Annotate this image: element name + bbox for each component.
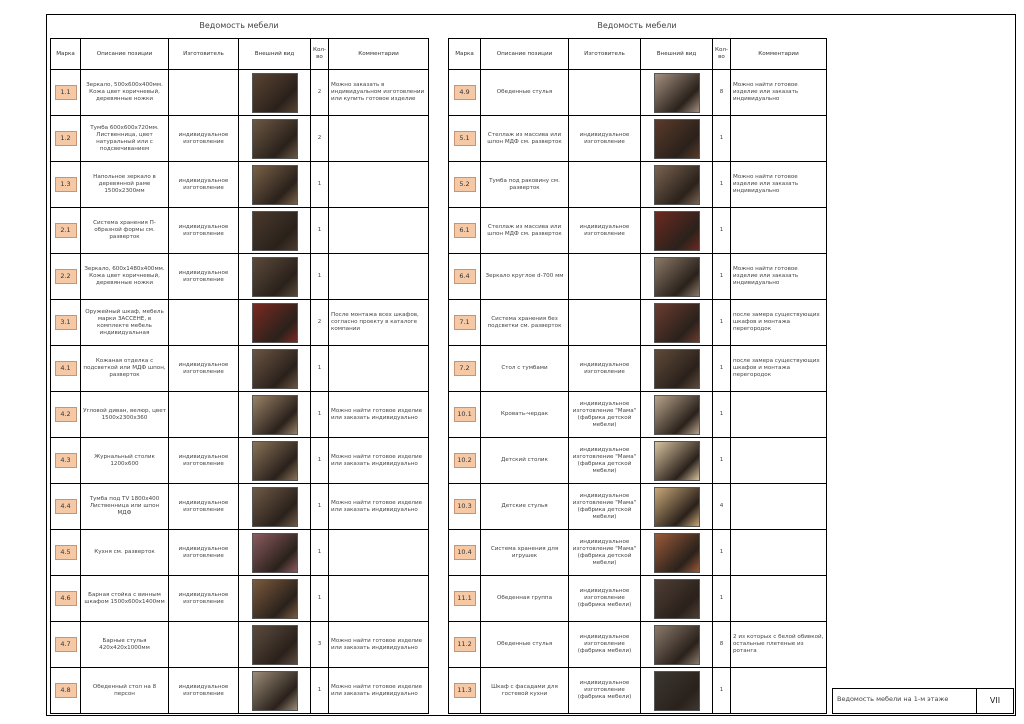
mark-badge: 4.9 xyxy=(454,85,476,100)
description-cell: Обеденный стол на 8 персон xyxy=(81,668,169,714)
maker-cell: индивидуальное изготовление "Мама" (фабрика детской мебели) xyxy=(569,392,641,438)
left-schedule xyxy=(50,16,428,716)
description-cell: Система хранения для игрушек xyxy=(481,530,569,576)
image-cell xyxy=(641,392,713,438)
mark-badge: 4.5 xyxy=(55,545,77,560)
description-cell: Зеркало круглое d-700 мм xyxy=(481,254,569,300)
qty-cell: 1 xyxy=(713,116,731,162)
description-cell: Система хранения без подсветки см. разверток xyxy=(481,300,569,346)
comment-cell xyxy=(731,668,827,714)
qty-cell: 1 xyxy=(311,208,329,254)
qty-cell: 1 xyxy=(713,392,731,438)
description-cell: Кухня см. разверток xyxy=(81,530,169,576)
table-row xyxy=(449,346,827,392)
qty-cell: 8 xyxy=(713,70,731,116)
mark-cell xyxy=(51,668,81,714)
comment-cell: 2 из которых с белой обивкой, остальные плетеные из ротанга xyxy=(731,622,827,668)
furniture-thumbnail xyxy=(252,579,298,619)
mark-cell xyxy=(51,70,81,116)
mark-badge: 7.2 xyxy=(454,361,476,376)
image-cell xyxy=(641,346,713,392)
maker-cell: индивидуальное изготовление xyxy=(169,668,239,714)
maker-cell: индивидуальное изготовление (фабрика мебели) xyxy=(569,576,641,622)
table-row xyxy=(51,484,429,530)
table-row xyxy=(449,300,827,346)
table-row xyxy=(51,668,429,714)
comment-cell xyxy=(731,392,827,438)
qty-cell: 1 xyxy=(311,346,329,392)
furniture-thumbnail xyxy=(252,487,298,527)
image-cell xyxy=(239,346,311,392)
mark-cell xyxy=(51,484,81,530)
sheet-title: Ведомость мебели на 1-м этаже xyxy=(837,695,949,703)
furniture-thumbnail xyxy=(654,625,700,665)
mark-cell xyxy=(449,622,481,668)
maker-cell: индивидуальное изготовление xyxy=(169,162,239,208)
mark-badge: 1.3 xyxy=(55,177,77,192)
description-cell: Тумба под TV 1800х400 Лиственница или шпон МДФ xyxy=(81,484,169,530)
image-cell xyxy=(641,438,713,484)
mark-badge: 4.4 xyxy=(55,499,77,514)
furniture-thumbnail xyxy=(654,671,700,711)
description-cell: Журнальный столик 1200х600 xyxy=(81,438,169,484)
right-schedule-table xyxy=(448,38,827,714)
mark-badge: 11.3 xyxy=(454,683,476,698)
description-cell: Тумба под раковину см. разверток xyxy=(481,162,569,208)
mark-cell xyxy=(449,70,481,116)
left-schedule-table xyxy=(50,38,429,714)
maker-cell: индивидуальное изготовление xyxy=(169,576,239,622)
table-row xyxy=(51,70,429,116)
image-cell xyxy=(239,162,311,208)
qty-cell: 1 xyxy=(713,438,731,484)
image-cell xyxy=(641,484,713,530)
maker-cell xyxy=(169,622,239,668)
mark-badge: 4.2 xyxy=(55,407,77,422)
qty-cell: 1 xyxy=(311,162,329,208)
image-cell xyxy=(239,254,311,300)
maker-cell: индивидуальное изготовление xyxy=(169,346,239,392)
image-cell xyxy=(239,70,311,116)
table-row xyxy=(449,622,827,668)
description-cell: Зеркало, 500х600х400мм. Кожа цвет коричневый, деревянные ножки xyxy=(81,70,169,116)
description-cell: Зеркало, 600х1480х400мм. Кожа цвет коричневый, деревянные ножки xyxy=(81,254,169,300)
maker-cell: индивидуальное изготовление "Мама" (фабрика детской мебели) xyxy=(569,530,641,576)
maker-cell: индивидуальное изготовление xyxy=(169,208,239,254)
image-cell xyxy=(239,622,311,668)
maker-cell: индивидуальное изготовление xyxy=(169,116,239,162)
right-schedule-title: Ведомость мебели xyxy=(597,21,677,30)
mark-badge: 5.2 xyxy=(454,177,476,192)
table-row xyxy=(51,346,429,392)
maker-cell xyxy=(569,162,641,208)
mark-cell xyxy=(449,484,481,530)
description-cell: Напольное зеркало в деревянной раме 1500х2300мм xyxy=(81,162,169,208)
comment-cell xyxy=(329,208,429,254)
description-cell: Оружейный шкаф, мебель марки ЗАССЕНЕ, в комплекте мебель индивидуальная xyxy=(81,300,169,346)
qty-cell: 1 xyxy=(311,254,329,300)
mark-badge: 2.2 xyxy=(55,269,77,284)
comment-cell: Можно найти готовое изделие или заказать индивидуально xyxy=(329,392,429,438)
mark-badge: 4.6 xyxy=(55,591,77,606)
sheet-number: VII xyxy=(976,689,1013,713)
mark-badge: 4.8 xyxy=(55,683,77,698)
image-cell xyxy=(239,392,311,438)
comment-cell: Можно заказать в индивидуальном изготовлении или купить готовое изделие xyxy=(329,70,429,116)
comment-cell: после замера существующих шкафов и монтажа перегородок xyxy=(731,300,827,346)
description-cell: Система хранения П-образной формы см. разверток xyxy=(81,208,169,254)
qty-cell: 1 xyxy=(713,346,731,392)
comment-cell xyxy=(731,576,827,622)
comment-cell: Можно найти готовое изделие или заказать индивидуально xyxy=(731,162,827,208)
furniture-thumbnail xyxy=(252,303,298,343)
qty-cell: 2 xyxy=(311,70,329,116)
qty-cell: 1 xyxy=(713,254,731,300)
mark-badge: 11.1 xyxy=(454,591,476,606)
header-mark: Марка xyxy=(51,39,81,70)
mark-badge: 2.1 xyxy=(55,223,77,238)
comment-cell: Можно найти готовое изделие или заказать индивидуально xyxy=(731,70,827,116)
furniture-thumbnail xyxy=(252,395,298,435)
maker-cell: индивидуальное изготовление xyxy=(569,116,641,162)
header-mark: Марка xyxy=(449,39,481,70)
mark-badge: 1.1 xyxy=(55,85,77,100)
comment-cell: Можно найти готовое изделие или заказать индивидуально xyxy=(329,438,429,484)
description-cell: Угловой диван, велюр, цвет 1500х2300х360 xyxy=(81,392,169,438)
mark-cell xyxy=(449,530,481,576)
mark-badge: 11.2 xyxy=(454,637,476,652)
qty-cell: 8 xyxy=(713,622,731,668)
table-row xyxy=(449,162,827,208)
qty-cell: 1 xyxy=(311,576,329,622)
left-schedule-title: Ведомость мебели xyxy=(199,21,279,30)
qty-cell: 2 xyxy=(311,116,329,162)
comment-cell xyxy=(731,484,827,530)
comment-cell xyxy=(329,162,429,208)
furniture-thumbnail xyxy=(252,119,298,159)
furniture-thumbnail xyxy=(654,349,700,389)
furniture-thumbnail xyxy=(654,441,700,481)
image-cell xyxy=(641,254,713,300)
table-row xyxy=(51,438,429,484)
table-row xyxy=(449,392,827,438)
image-cell xyxy=(641,208,713,254)
mark-badge: 5.1 xyxy=(454,131,476,146)
furniture-thumbnail xyxy=(252,165,298,205)
mark-badge: 10.2 xyxy=(454,453,476,468)
image-cell xyxy=(239,530,311,576)
mark-cell xyxy=(51,162,81,208)
description-cell: Стол с тумбами xyxy=(481,346,569,392)
description-cell: Тумба 600х600х720мм. Лиственница, цвет натуральный или с подсвечиванием xyxy=(81,116,169,162)
image-cell xyxy=(641,622,713,668)
mark-cell xyxy=(449,576,481,622)
maker-cell: индивидуальное изготовление xyxy=(569,208,641,254)
table-row xyxy=(51,392,429,438)
description-cell: Барные стулья 420х420х1000мм xyxy=(81,622,169,668)
table-row xyxy=(449,576,827,622)
table-row xyxy=(51,116,429,162)
header-description: Описание позиции xyxy=(481,39,569,70)
qty-cell: 1 xyxy=(713,576,731,622)
qty-cell: 1 xyxy=(713,300,731,346)
mark-cell xyxy=(449,162,481,208)
table-header-row xyxy=(449,39,827,70)
image-cell xyxy=(239,300,311,346)
comment-cell xyxy=(329,576,429,622)
mark-cell xyxy=(51,438,81,484)
table-row xyxy=(51,622,429,668)
mark-badge: 10.1 xyxy=(454,407,476,422)
qty-cell: 1 xyxy=(311,530,329,576)
comment-cell xyxy=(731,530,827,576)
maker-cell: индивидуальное изготовление xyxy=(169,484,239,530)
maker-cell: индивидуальное изготовление xyxy=(169,254,239,300)
table-row xyxy=(449,484,827,530)
header-appearance: Внешний вид xyxy=(239,39,311,70)
maker-cell: индивидуальное изготовление xyxy=(169,438,239,484)
description-cell: Барная стойка с винным шкафом 1500х600х1400мм xyxy=(81,576,169,622)
mark-badge: 6.1 xyxy=(454,223,476,238)
comment-cell xyxy=(731,116,827,162)
furniture-thumbnail xyxy=(654,395,700,435)
comment-cell: После монтажа всех шкафов, согласно проекту в каталоге компании xyxy=(329,300,429,346)
table-row xyxy=(51,254,429,300)
image-cell xyxy=(641,576,713,622)
mark-cell xyxy=(51,392,81,438)
mark-badge: 4.7 xyxy=(55,637,77,652)
maker-cell xyxy=(569,300,641,346)
mark-cell xyxy=(449,254,481,300)
title-block xyxy=(832,688,1014,714)
furniture-thumbnail xyxy=(252,625,298,665)
right-schedule xyxy=(448,16,826,716)
qty-cell: 1 xyxy=(713,530,731,576)
mark-cell xyxy=(51,208,81,254)
furniture-thumbnail xyxy=(654,257,700,297)
comment-cell: Можно найти готовое изделие или заказать индивидуально xyxy=(329,484,429,530)
comment-cell xyxy=(329,530,429,576)
table-row xyxy=(449,70,827,116)
mark-cell xyxy=(449,346,481,392)
furniture-thumbnail xyxy=(252,349,298,389)
furniture-thumbnail xyxy=(654,211,700,251)
comment-cell xyxy=(329,254,429,300)
header-appearance: Внешний вид xyxy=(641,39,713,70)
mark-cell xyxy=(51,254,81,300)
mark-cell xyxy=(449,668,481,714)
image-cell xyxy=(239,208,311,254)
furniture-thumbnail xyxy=(654,73,700,113)
furniture-thumbnail xyxy=(252,671,298,711)
description-cell: Детский столик xyxy=(481,438,569,484)
maker-cell xyxy=(169,70,239,116)
image-cell xyxy=(641,300,713,346)
mark-badge: 3.1 xyxy=(55,315,77,330)
furniture-thumbnail xyxy=(252,73,298,113)
furniture-thumbnail xyxy=(252,533,298,573)
furniture-thumbnail xyxy=(654,533,700,573)
image-cell xyxy=(641,530,713,576)
image-cell xyxy=(641,668,713,714)
qty-cell: 4 xyxy=(713,484,731,530)
image-cell xyxy=(239,576,311,622)
description-cell: Обеденная группа xyxy=(481,576,569,622)
image-cell xyxy=(641,70,713,116)
description-cell: Кровать-чердак xyxy=(481,392,569,438)
table-row xyxy=(449,208,827,254)
comment-cell xyxy=(731,438,827,484)
table-header-row xyxy=(51,39,429,70)
mark-cell xyxy=(449,116,481,162)
header-comments: Комментарии xyxy=(731,39,827,70)
furniture-thumbnail xyxy=(654,579,700,619)
mark-cell xyxy=(449,438,481,484)
maker-cell: индивидуальное изготовление (фабрика мебели) xyxy=(569,622,641,668)
header-maker: Изготовитель xyxy=(169,39,239,70)
table-row xyxy=(449,668,827,714)
description-cell: Детские стулья xyxy=(481,484,569,530)
description-cell: Обеденные стулья xyxy=(481,70,569,116)
mark-cell xyxy=(449,208,481,254)
maker-cell xyxy=(169,300,239,346)
comment-cell: Можно найти готовое изделие или заказать индивидуально xyxy=(731,254,827,300)
image-cell xyxy=(641,162,713,208)
maker-cell xyxy=(569,254,641,300)
table-row xyxy=(449,438,827,484)
table-row xyxy=(51,576,429,622)
qty-cell: 1 xyxy=(311,392,329,438)
mark-badge: 6.4 xyxy=(454,269,476,284)
qty-cell: 1 xyxy=(311,438,329,484)
mark-badge: 10.4 xyxy=(454,545,476,560)
mark-badge: 10.3 xyxy=(454,499,476,514)
header-comments: Комментарии xyxy=(329,39,429,70)
image-cell xyxy=(641,116,713,162)
comment-cell: Можно найти готовое изделие или заказать индивидуально xyxy=(329,668,429,714)
qty-cell: 1 xyxy=(713,162,731,208)
mark-badge: 7.1 xyxy=(454,315,476,330)
qty-cell: 1 xyxy=(713,208,731,254)
furniture-thumbnail xyxy=(654,303,700,343)
description-cell: Кожаная отделка с подсветкой или МДФ шпон, разверток xyxy=(81,346,169,392)
image-cell xyxy=(239,438,311,484)
description-cell: Обеденные стулья xyxy=(481,622,569,668)
table-row xyxy=(51,162,429,208)
comment-cell xyxy=(731,208,827,254)
mark-cell xyxy=(51,346,81,392)
mark-cell xyxy=(51,300,81,346)
image-cell xyxy=(239,484,311,530)
comment-cell xyxy=(329,346,429,392)
table-row xyxy=(449,530,827,576)
header-qty: Кол-во xyxy=(311,39,329,70)
mark-cell xyxy=(51,530,81,576)
qty-cell: 1 xyxy=(311,484,329,530)
furniture-thumbnail xyxy=(654,119,700,159)
mark-cell xyxy=(51,116,81,162)
maker-cell: индивидуальное изготовление xyxy=(569,346,641,392)
furniture-thumbnail xyxy=(654,487,700,527)
mark-cell xyxy=(449,392,481,438)
mark-cell xyxy=(449,300,481,346)
maker-cell xyxy=(169,392,239,438)
comment-cell: после замера существующих шкафов и монтажа перегородок xyxy=(731,346,827,392)
maker-cell: индивидуальное изготовление "Мама" (фабрика детской мебели) xyxy=(569,484,641,530)
table-row xyxy=(449,116,827,162)
header-qty: Кол-во xyxy=(713,39,731,70)
mark-badge: 4.1 xyxy=(55,361,77,376)
comment-cell: Можно найти готовое изделие или заказать индивидуально xyxy=(329,622,429,668)
description-cell: Шкаф с фасадами для гостевой кухни xyxy=(481,668,569,714)
furniture-thumbnail xyxy=(252,441,298,481)
table-row xyxy=(449,254,827,300)
qty-cell: 1 xyxy=(311,668,329,714)
mark-cell xyxy=(51,576,81,622)
header-description: Описание позиции xyxy=(81,39,169,70)
mark-badge: 1.2 xyxy=(55,131,77,146)
maker-cell: индивидуальное изготовление xyxy=(169,530,239,576)
table-row xyxy=(51,530,429,576)
mark-cell xyxy=(51,622,81,668)
qty-cell: 2 xyxy=(311,300,329,346)
image-cell xyxy=(239,116,311,162)
maker-cell xyxy=(569,70,641,116)
header-maker: Изготовитель xyxy=(569,39,641,70)
qty-cell: 1 xyxy=(713,668,731,714)
description-cell: Стеллаж из массива или шпон МДФ см. разверток xyxy=(481,116,569,162)
comment-cell xyxy=(329,116,429,162)
image-cell xyxy=(239,668,311,714)
table-row xyxy=(51,208,429,254)
maker-cell: индивидуальное изготовление (фабрика мебели) xyxy=(569,668,641,714)
qty-cell: 3 xyxy=(311,622,329,668)
mark-badge: 4.3 xyxy=(55,453,77,468)
description-cell: Стеллаж из массива или шпон МДФ см. разверток xyxy=(481,208,569,254)
furniture-thumbnail xyxy=(252,211,298,251)
maker-cell: индивидуальное изготовление "Мама" (фабрика детской мебели) xyxy=(569,438,641,484)
furniture-thumbnail xyxy=(654,165,700,205)
furniture-thumbnail xyxy=(252,257,298,297)
table-row xyxy=(51,300,429,346)
